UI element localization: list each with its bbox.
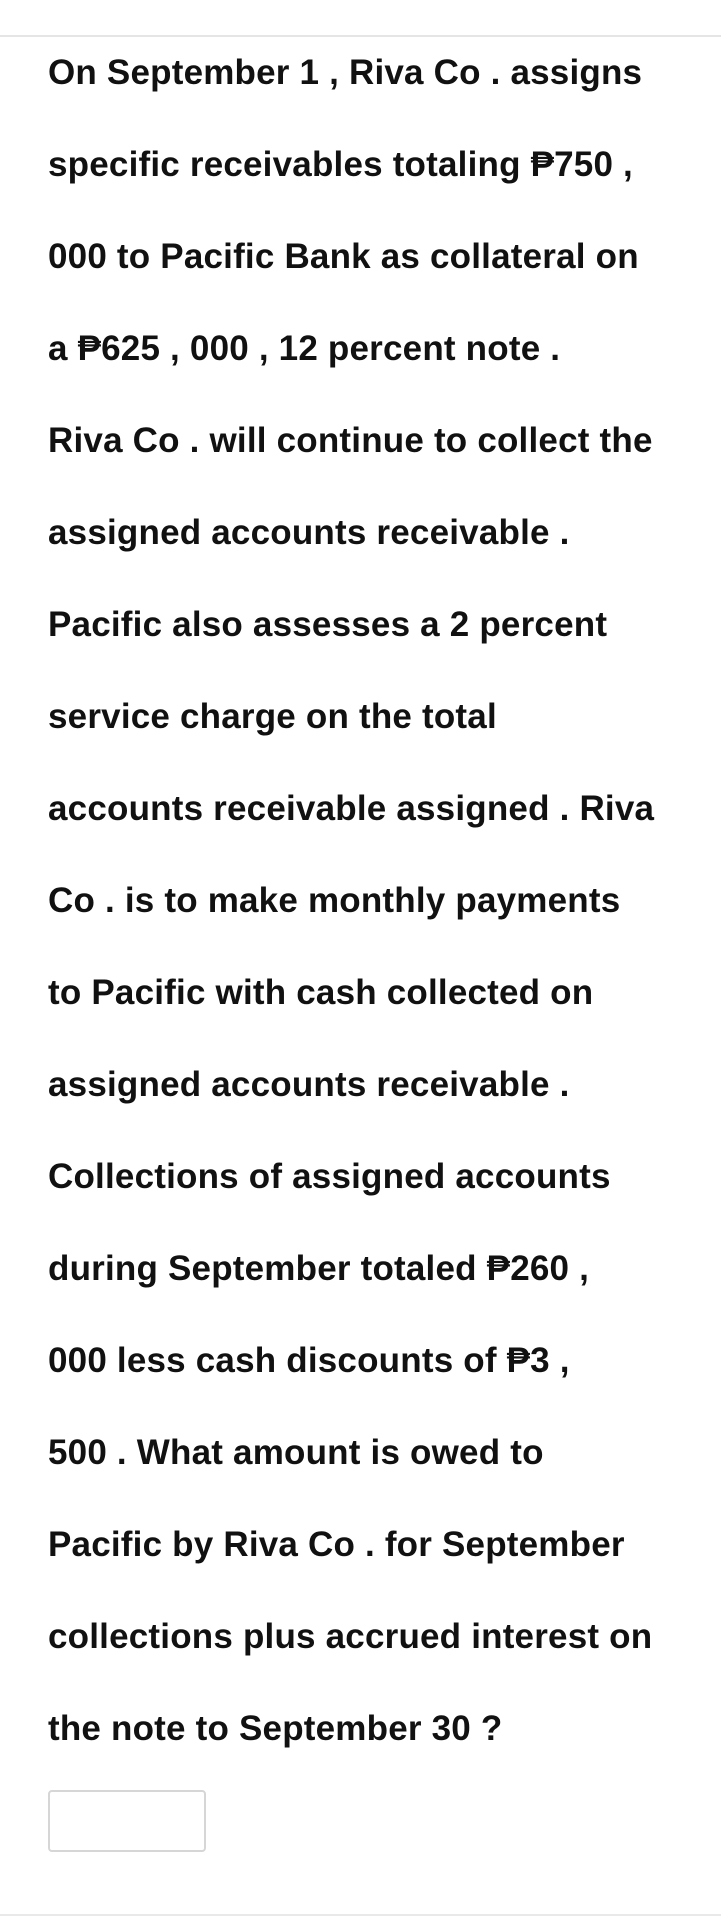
question-line: 000 less cash discounts of ₱3 , <box>48 1341 570 1380</box>
question-line: collections plus accrued interest on <box>48 1617 653 1656</box>
question-line: Collections of assigned accounts <box>48 1157 611 1196</box>
question-line: On September 1 , Riva Co . assigns <box>48 53 643 92</box>
question-line: Riva Co . will continue to collect the <box>48 421 653 460</box>
question-line: Pacific by Riva Co . for September <box>48 1525 625 1564</box>
question-line: accounts receivable assigned . Riva <box>48 789 655 828</box>
question-line: a ₱625 , 000 , 12 percent note . <box>48 329 561 368</box>
question-line: the note to September 30 ? <box>48 1709 503 1748</box>
question-line: 500 . What amount is owed to <box>48 1433 544 1472</box>
question-line: specific receivables totaling ₱750 , <box>48 145 633 184</box>
question-line: during September totaled ₱260 , <box>48 1249 590 1288</box>
question-line: assigned accounts receivable . <box>48 1065 570 1104</box>
top-divider <box>0 35 721 37</box>
bottom-divider <box>0 1914 721 1916</box>
question-line: assigned accounts receivable . <box>48 513 570 552</box>
question-line: service charge on the total <box>48 697 497 736</box>
question-text <box>48 38 688 1786</box>
question-line: Pacific also assesses a 2 percent <box>48 605 608 644</box>
question-line: to Pacific with cash collected on <box>48 973 594 1012</box>
question-line: Co . is to make monthly payments <box>48 881 621 920</box>
question-line: 000 to Pacific Bank as collateral on <box>48 237 639 276</box>
answer-input[interactable] <box>48 1790 206 1852</box>
